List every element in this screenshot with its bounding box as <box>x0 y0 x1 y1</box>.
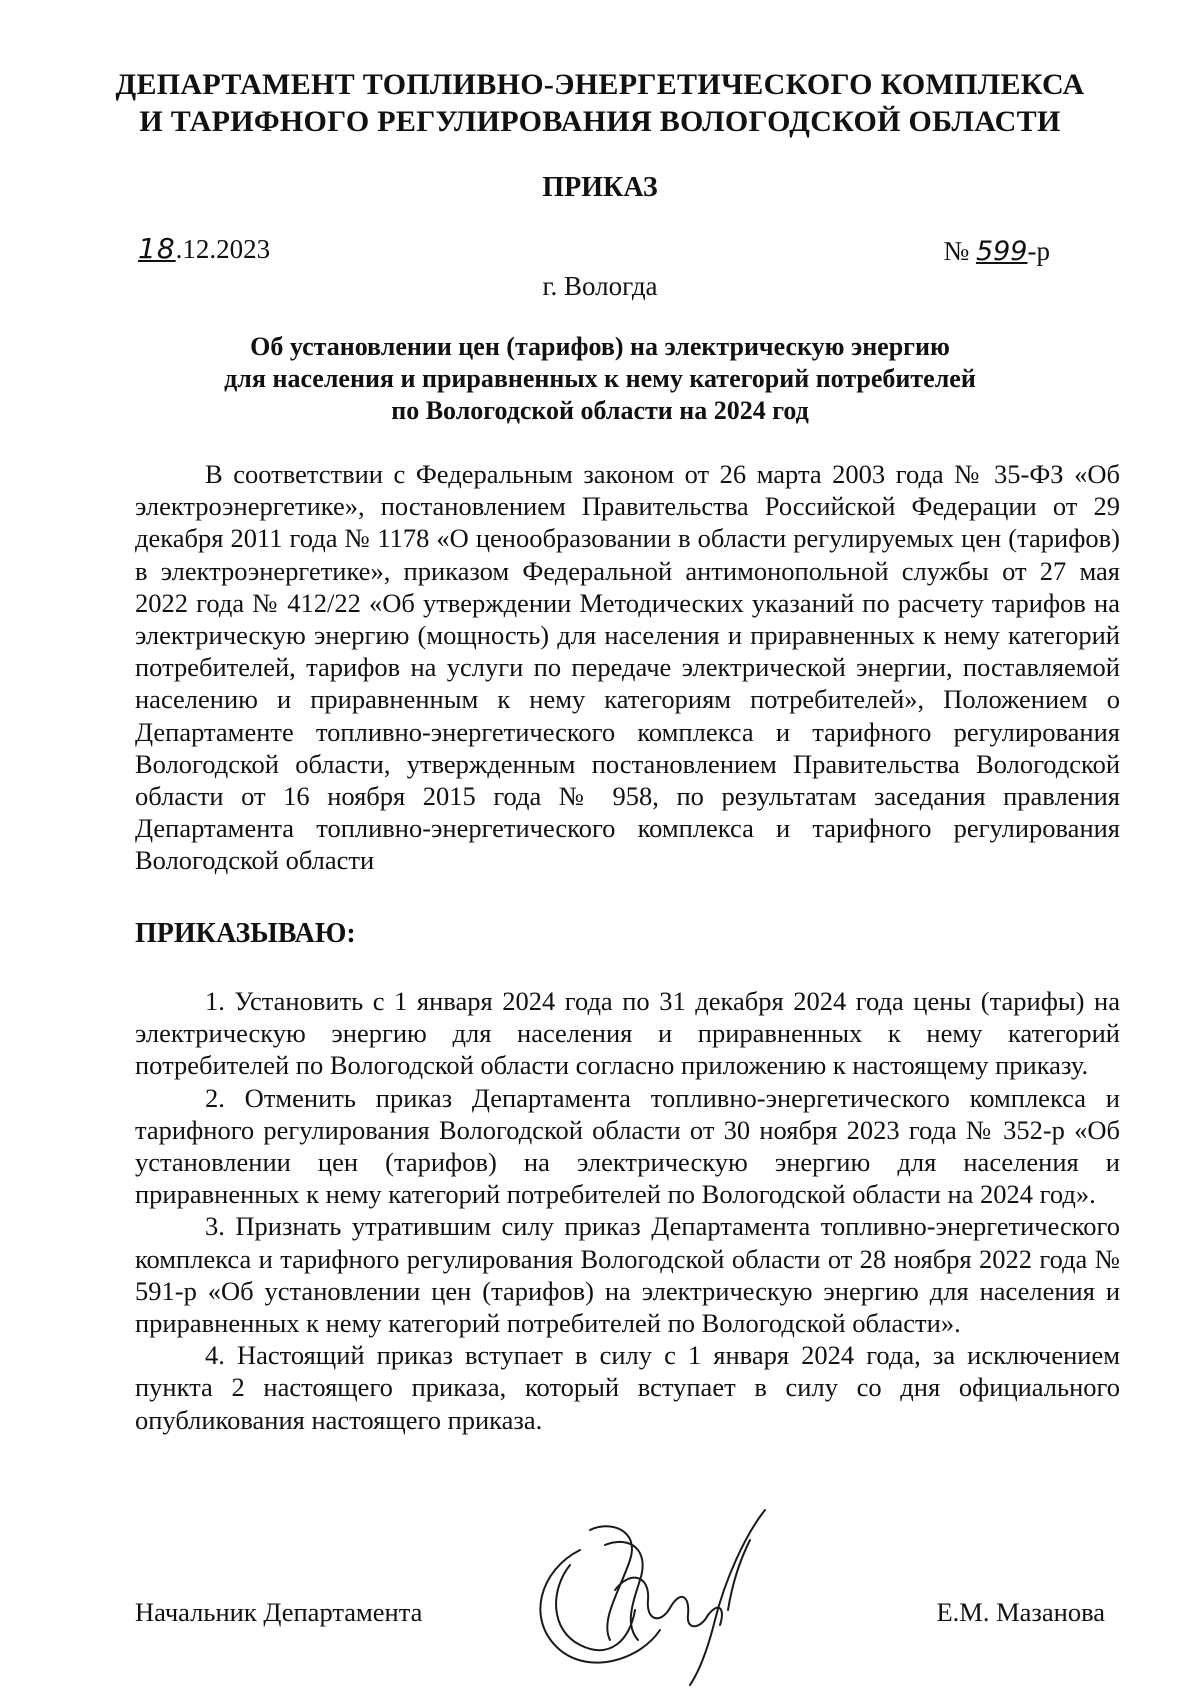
document-type: ПРИКАЗ <box>542 172 658 203</box>
subject-line-2: для населения и приравненных к нему категорий потребителей <box>224 364 976 393</box>
order-item-2: 2. Отменить приказ Департамента топливно-энергетического комплекса и тарифного регулирования Вологодской области от 30 ноября 2023 года № 352-р «Об установлении цен (тарифов) на электрическую энергию для населения и приравненных к нему категорий потребителей по Вологодской области на 2024 год». <box>135 1082 1120 1210</box>
date-rest: .12.2023 <box>175 234 271 264</box>
document-subject <box>0 331 1200 427</box>
order-word: ПРИКАЗЫВАЮ: <box>135 918 356 949</box>
subject-line-3: по Вологодской области на 2024 год <box>391 396 809 425</box>
order-items <box>135 985 1120 1436</box>
city: г. Вологда <box>542 271 658 301</box>
subject-line-1: Об установлении цен (тарифов) на электрическую энергию <box>250 332 950 361</box>
document-date <box>138 232 270 265</box>
number-prefix: № <box>943 236 976 266</box>
number-value-handwritten: 599 <box>975 236 1028 267</box>
order-item-1: 1. Установить с 1 января 2024 года по 31 декабря 2024 года цены (тарифы) на электрическую энергию для населения и приравненных к нему категорий потребителей по Вологодской области согласно приложению к настоящему приказу. <box>135 986 1120 1081</box>
date-day-handwritten: 18 <box>138 232 176 265</box>
signatory-name: Е.М. Мазанова <box>936 1597 1105 1627</box>
department-header <box>0 66 1200 140</box>
header-line-1: ДЕПАРТАМЕНТ ТОПЛИВНО-ЭНЕРГЕТИЧЕСКОГО КОМПЛЕКСА <box>115 68 1085 101</box>
preamble-text: В соответствии с Федеральным законом от 26 марта 2003 года № 35-ФЗ «Об электроэнергетике», постановлением Правительства Российской Федерации от 29 декабря 2011 года № 1178 «О ценообразовании в области регулируемых цен (тарифов) в электроэнергетике», приказом Федеральной антимонопольной службы от 27 мая 2022 года № 412/22 «Об утверждении Методических указаний по расчету тарифов на электрическую энергию (мощность) для населения и приравненных к нему категорий потребителей, тарифов на услуги по передаче электрической энергии, поставляемой населению и приравненным к нему категориям потребителей», Положением о Департаменте топливно-энергетического комплекса и тарифного регулирования Вологодской области, утвержденным постановлением Правительства Вологодской области от 16 ноября 2015 года № 958, по результатам заседания правления Департамента топливно-энергетического комплекса и тарифного регулирования Вологодской области <box>135 459 1120 876</box>
handwritten-signature <box>520 1490 780 1690</box>
order-item-4: 4. Настоящий приказ вступает в силу с 1 января 2024 года, за исключением пункта 2 настоящего приказа, который вступает в силу со дня официального опубликования настоящего приказа. <box>135 1340 1120 1435</box>
preamble <box>135 458 1120 877</box>
number-suffix: -р <box>1027 236 1050 266</box>
order-item-3: 3. Признать утратившим силу приказ Департамента топливно-энергетического комплекса и тарифного регулирования Вологодской области от 28 ноября 2022 года № 591-р «Об установлении цен (тарифов) на электрическую энергию для населения и приравненных к нему категорий потребителей по Вологодской области». <box>135 1211 1120 1339</box>
signatory-role: Начальник Департамента <box>135 1597 423 1627</box>
header-line-2: И ТАРИФНОГО РЕГУЛИРОВАНИЯ ВОЛОГОДСКОЙ ОБЛАСТИ <box>139 105 1061 138</box>
document-number <box>943 236 1050 267</box>
